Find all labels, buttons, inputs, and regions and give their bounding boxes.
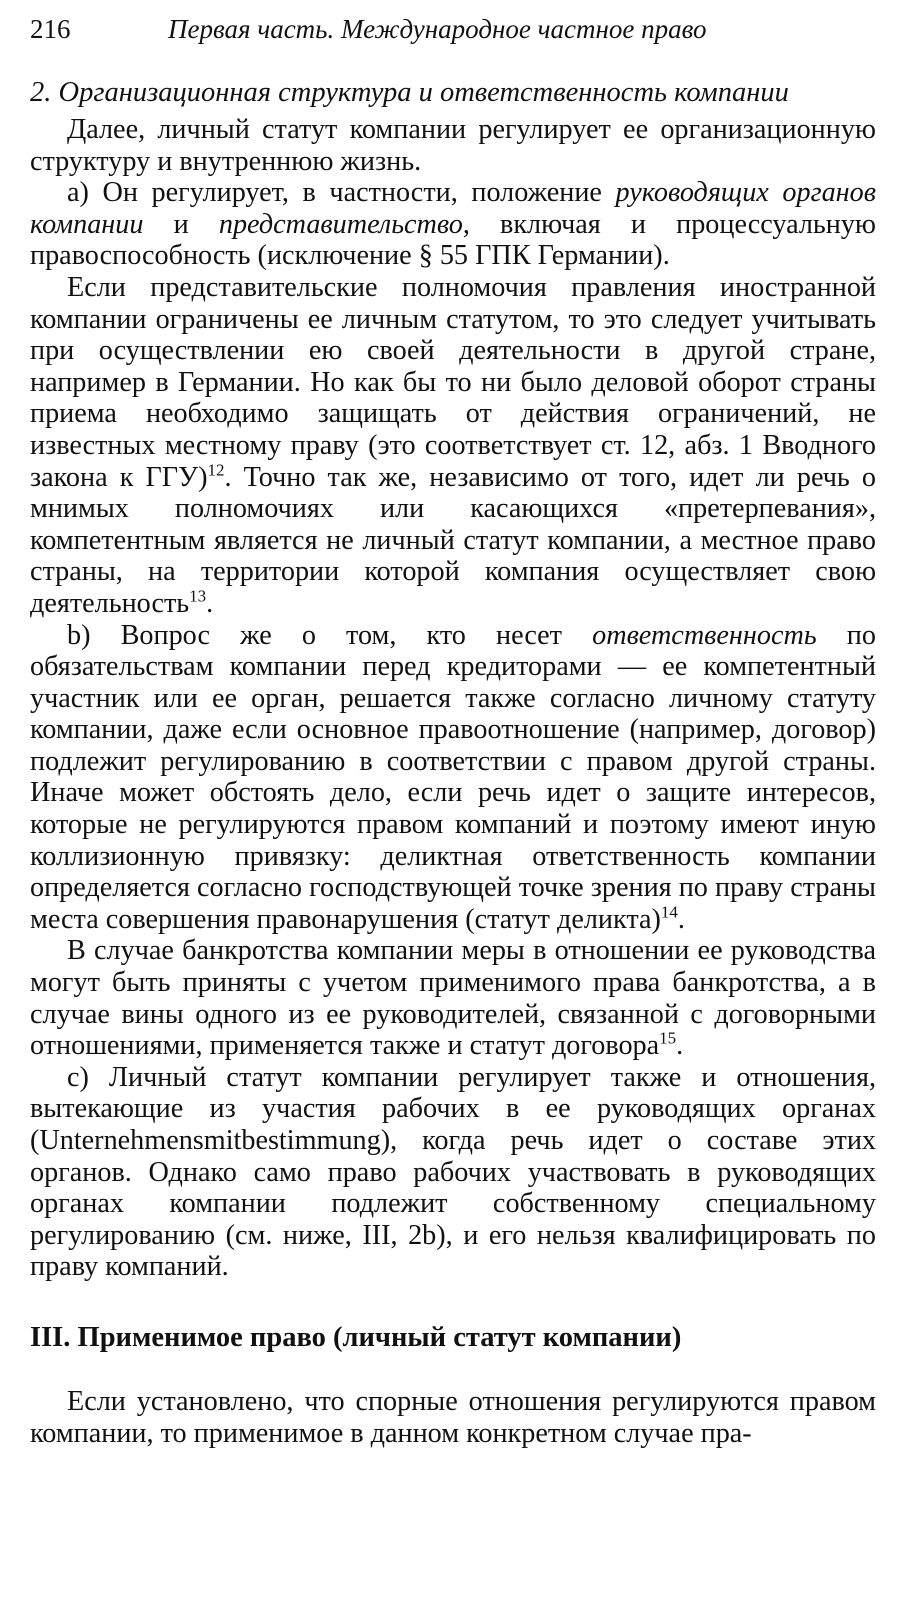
running-title: Первая часть. Международное частное право bbox=[168, 14, 707, 44]
footnote-ref-12: 12 bbox=[207, 460, 225, 480]
paragraph-a-emphasis-2: представительство bbox=[218, 208, 463, 240]
paragraph-c: c) Личный статут компании регулирует также и отношения, вытекающие из участия рабочих в ее руководящих органах (Unternehmensmitbestimmung), когда речь идет о составе этих органов. Однако само право рабочих участвовать в руководящих органах компании подлежит собственному специальному регулированию (см. ниже, III, 2b), и его нельзя квалифицировать по праву компаний. bbox=[30, 1061, 876, 1283]
paragraph-bankruptcy bbox=[30, 935, 876, 1061]
paragraph-intro: Далее, личный статут компании регулирует ее организационную структуру и внутреннюю жизнь. bbox=[30, 114, 876, 177]
paragraph-b-text-3: . bbox=[677, 903, 685, 935]
paragraph-representation-text-2: . Точно так же, независимо от того, идет ли речь о мнимых полномочиях или касающихся «претерпевания», компетентным является не личный статут компании, а местное право страны, на территории которой компания осуществляет свою деятельность bbox=[30, 461, 876, 619]
paragraph-representation bbox=[30, 272, 876, 620]
chapter-heading: III. Применимое право (личный статут компании) bbox=[30, 1321, 682, 1353]
page bbox=[30, 14, 876, 1449]
paragraph-applicable-law: Если установлено, что спорные отношения регулируются правом компании, то применимое в данном конкретном случае пра- bbox=[30, 1385, 876, 1449]
footnote-ref-14: 14 bbox=[660, 902, 678, 922]
paragraph-a-text-3: , включая и процессуальную правоспособность (исключение § 55 ГПК Германии). bbox=[30, 208, 876, 272]
paragraph-bankruptcy-text-2: . bbox=[676, 1030, 684, 1062]
paragraph-a-emphasis-1: руководящих органов компании bbox=[30, 177, 876, 240]
paragraph-b-text-1: b) Вопрос же о том, кто несет bbox=[67, 619, 593, 651]
paragraph-b-emphasis: ответственность bbox=[592, 619, 817, 651]
page-number: 216 bbox=[30, 14, 71, 44]
section-heading: 2. Организационная структура и ответственность компании bbox=[30, 77, 789, 108]
paragraph-a-text-1: а) Он регулирует, в частности, положение bbox=[67, 177, 616, 209]
paragraph-b bbox=[30, 620, 876, 936]
footnote-ref-15: 15 bbox=[659, 1028, 677, 1048]
paragraph-a-text-2: и bbox=[143, 208, 219, 240]
paragraph-representation-text-1: Если представительские полномочия правления иностранной компании ограничены ее личным статутом, то это следует учитывать при осуществлении ею своей деятельности в другой стране, например в Германии. Но как бы то ни было деловой оборот страны приема необходимо защищать от действия ограничений, не известных местному праву (это соответствует ст. 12, абз. 1 Вводного закона к ГГУ) bbox=[30, 271, 876, 493]
running-head bbox=[30, 14, 876, 58]
paragraph-b-text-2: по обязательствам компании перед кредиторами — ее компетентный участник или ее орган, решается также согласно личному статуту компании, даже если основное правоотношение (например, договор) подлежит регулированию в соответствии с правом другой страны. Иначе может обстоять дело, если речь идет о защите интересов, которые не регулируются правом компаний и поэтому имеют иную коллизионную привязку: деликтная ответственность компании определяется согласно господствующей точке зрения по праву страны места совершения правонарушения (статут деликта) bbox=[30, 619, 876, 935]
paragraph-representation-text-3: . bbox=[206, 587, 214, 619]
paragraph-a bbox=[30, 177, 876, 272]
paragraph-bankruptcy-text-1: В случае банкротства компании меры в отношении ее руководства могут быть приняты с учетом применимого права банкротства, а в случае вины одного из ее руководителей, связанной с договорными отношениями, применяется также и статут договора bbox=[30, 935, 876, 1062]
footnote-ref-13: 13 bbox=[189, 586, 207, 606]
